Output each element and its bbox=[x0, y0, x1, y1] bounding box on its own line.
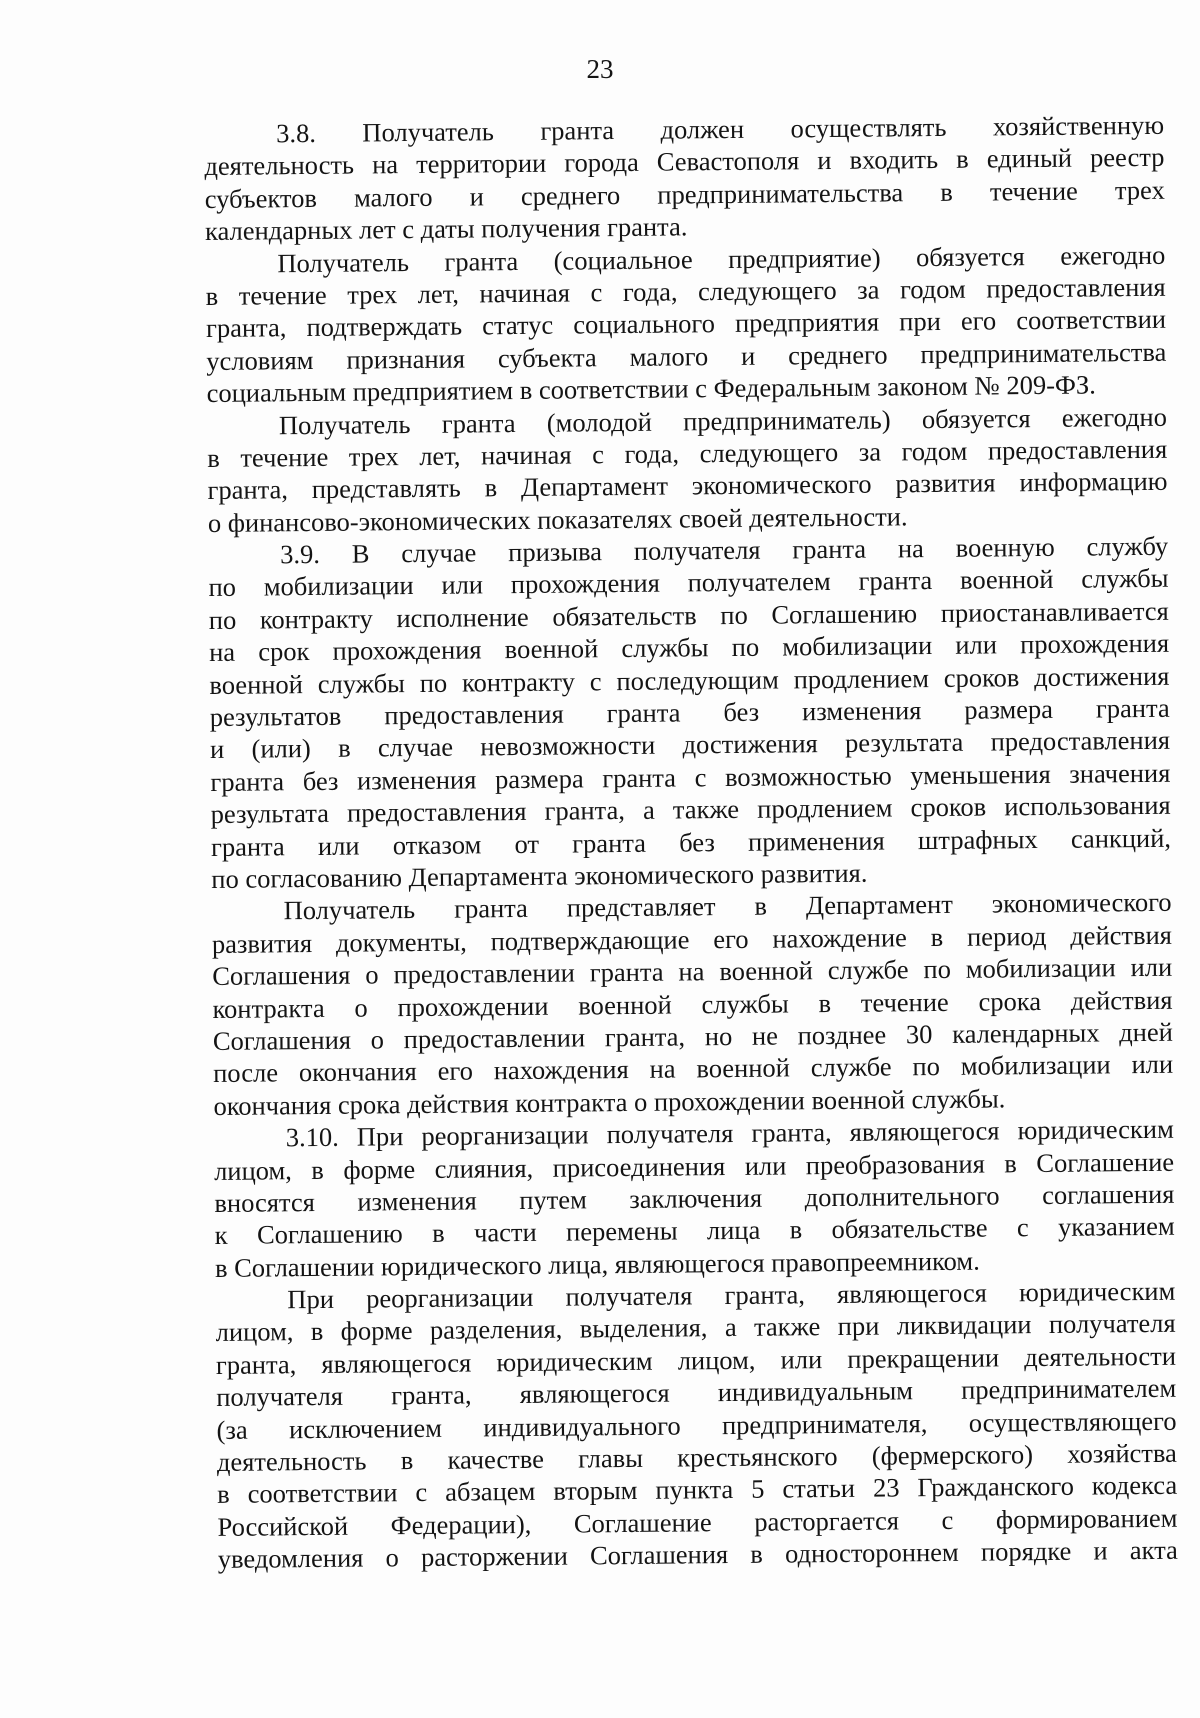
text-line: уведомления о расторжении Соглашения в одностороннем порядке и акта bbox=[217, 1534, 1178, 1575]
text-line: (за исключением индивидуального предпринимателя, осуществляющего bbox=[216, 1405, 1177, 1445]
text-line: в соответствии с абзацем вторым пункта 5 статьи 23 Гражданского кодекса bbox=[217, 1470, 1178, 1510]
text-line: 3.9. В случае призыва получателя гранта на военную службу bbox=[280, 530, 1169, 570]
text-line: гранта, представлять в Департамент экономического развития информацию bbox=[207, 466, 1168, 506]
text-line: после окончания его нахождения на военной службе по мобилизации или bbox=[213, 1049, 1174, 1089]
text-line: лицом, в форме разделения, выделения, а также при ликвидации получателя bbox=[215, 1308, 1176, 1348]
text-line: к Соглашению в части перемены лица в обязательстве с указанием bbox=[214, 1211, 1175, 1251]
text-line: лицом, в форме слияния, присоединения или преобразования в Соглашение bbox=[213, 1146, 1175, 1186]
text-line: вносятся изменения путем заключения дополнительного соглашения bbox=[214, 1178, 1175, 1218]
text-line: по согласованию Департамента экономического развития. bbox=[211, 857, 868, 894]
text-line: 3.10. При реорганизации получателя гранта, являющегося юридическим bbox=[285, 1113, 1174, 1153]
text-line: гранта или отказом от гранта без применения штрафных санкций, bbox=[210, 822, 1172, 862]
text-line: гранта, являющегося юридическим лицом, или прекращении деятельности bbox=[215, 1340, 1177, 1380]
text-line: результатов предоставления гранта без изменения размера гранта bbox=[209, 692, 1170, 733]
text-line: в Соглашении юридического лица, являющегося правопреемником. bbox=[214, 1245, 980, 1283]
text-line: на срок прохождения военной службы по мобилизации или прохождения bbox=[208, 628, 1170, 668]
text-line: условиям признания субъекта малого и среднего предпринимательства bbox=[206, 336, 1167, 376]
text-line: 3.8. Получатель гранта должен осуществлять хозяйственную bbox=[276, 109, 1165, 149]
text-line: Соглашения о предоставлении гранта, но не позднее 30 календарных дней bbox=[212, 1016, 1173, 1056]
text-line: развития документы, подтверждающие его нахождение в период действия bbox=[211, 919, 1173, 959]
text-line: деятельность на территории города Севастополя и входить в единый реестр bbox=[204, 142, 1165, 182]
text-line: Получатель гранта (социальное предприятие) обязуется ежегодно bbox=[277, 239, 1166, 278]
text-line: деятельность в качестве главы крестьянского (фермерского) хозяйства bbox=[216, 1437, 1178, 1477]
text-line: Получатель гранта представляет в Департамент экономического bbox=[283, 887, 1172, 926]
page-number: 23 bbox=[586, 54, 614, 84]
text-line: Соглашения о предоставлении гранта на военной службе по мобилизации или bbox=[212, 951, 1173, 992]
text-line: получателя гранта, являющегося индивидуальным предпринимателем bbox=[216, 1372, 1177, 1413]
text-line: Получатель гранта (молодой предприниматель) обязуется ежегодно bbox=[278, 401, 1168, 440]
text-line: социальным предприятием в соответствии с Федеральным законом № 209-ФЗ. bbox=[206, 369, 1096, 409]
text-line: военной службы по контракту с последующим продлением сроков достижения bbox=[209, 660, 1170, 700]
text-line: окончания срока действия контракта о прохождении военной службы. bbox=[213, 1083, 1006, 1121]
text-line: гранта, подтверждать статус социального предприятия при его соответствии bbox=[205, 304, 1167, 344]
text-line: Российской Федерации), Соглашение расторгается с формированием bbox=[217, 1502, 1178, 1542]
text-line: контракта о прохождении военной службы в течение срока действия bbox=[212, 984, 1173, 1024]
document-body bbox=[204, 109, 1178, 1576]
text-line: в течение трех лет, начиная с года, следующего за годом предоставления bbox=[207, 433, 1168, 473]
text-line: При реорганизации получателя гранта, являющегося юридическим bbox=[287, 1275, 1176, 1315]
text-line: в течение трех лет, начиная с года, следующего за годом предоставления bbox=[205, 271, 1166, 311]
text-line: по контракту исполнение обязательств по Соглашению приостанавливается bbox=[208, 595, 1169, 635]
text-line: о финансово-экономических показателях своей деятельности. bbox=[207, 500, 908, 538]
text-line: и (или) в случае невозможности достижения результата предоставления bbox=[209, 725, 1171, 765]
text-line: гранта без изменения размера гранта с возможностью уменьшения значения bbox=[210, 757, 1171, 797]
text-line: по мобилизации или прохождения получателем гранта военной службы bbox=[208, 563, 1169, 603]
text-line: результата предоставления гранта, а также продлением сроков использования bbox=[210, 789, 1171, 830]
text-line: субъектов малого и среднего предпринимательства в течение трех bbox=[204, 174, 1165, 214]
text-line: календарных лет с даты получения гранта. bbox=[204, 211, 688, 247]
